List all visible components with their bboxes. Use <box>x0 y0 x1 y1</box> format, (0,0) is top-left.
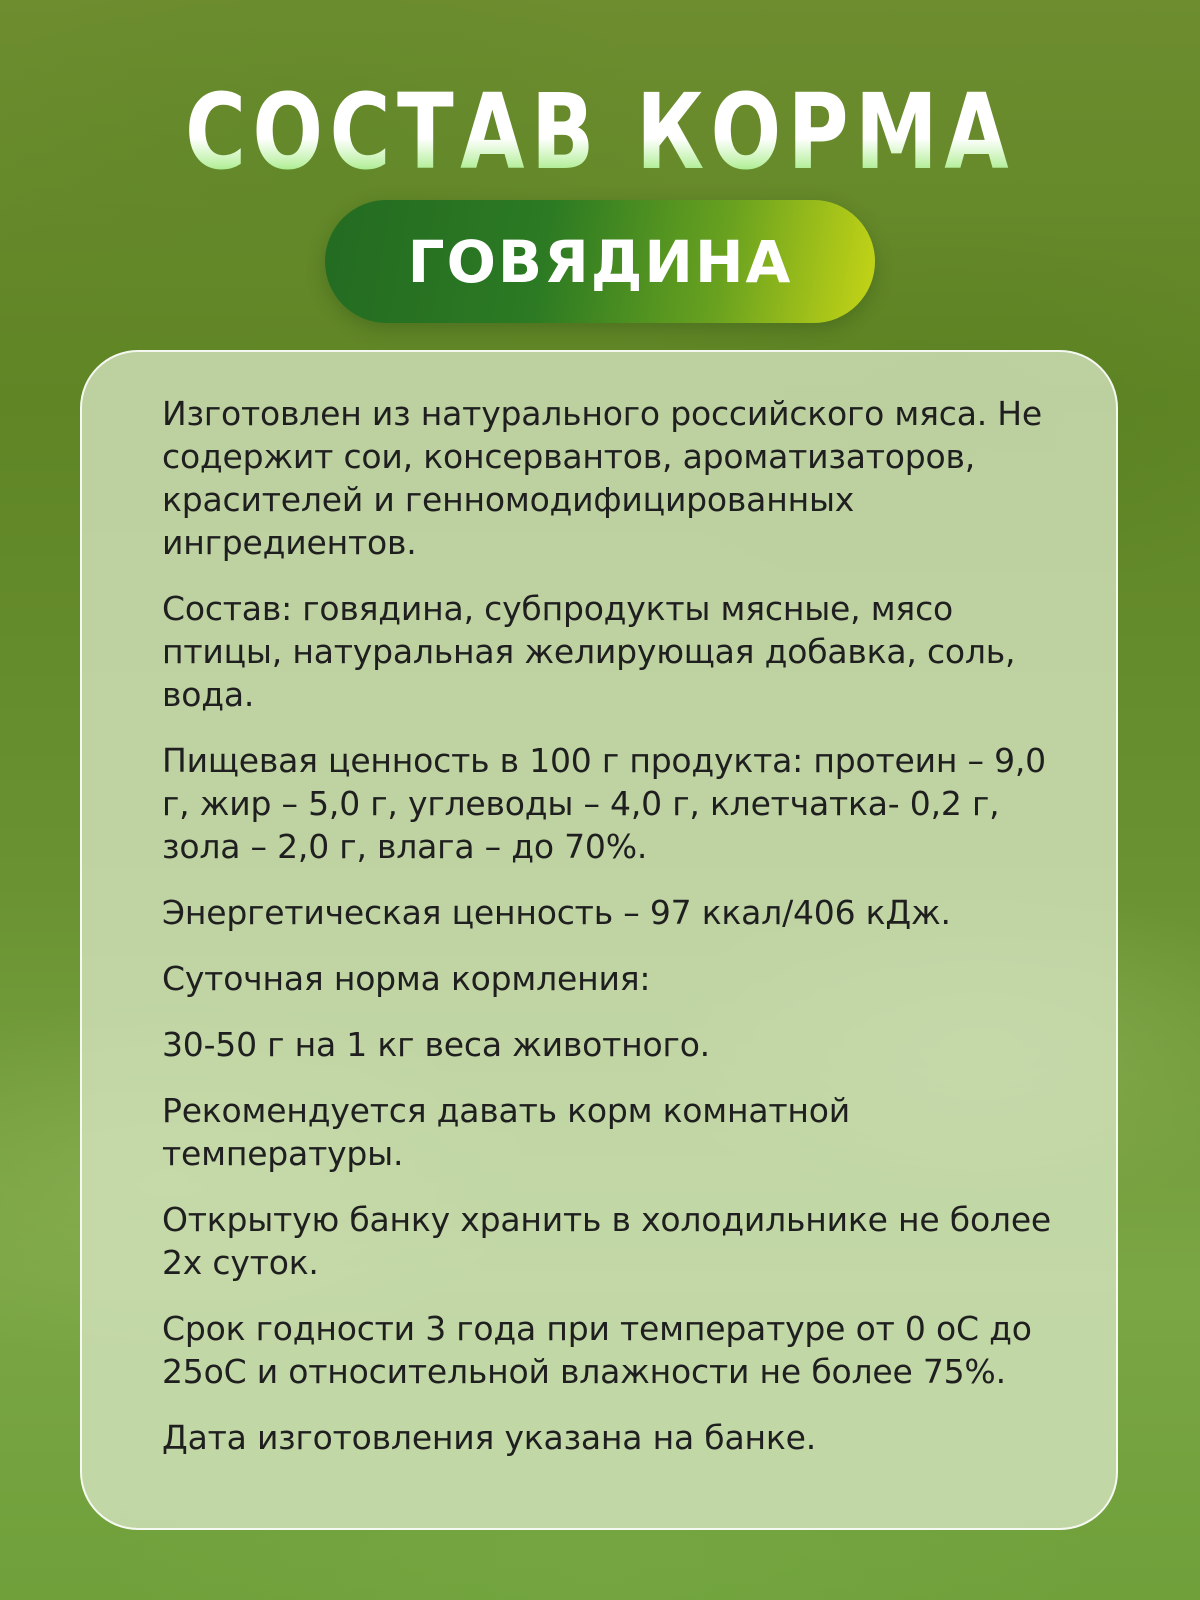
paragraph-daily-norm-heading: Суточная норма кормления: <box>162 959 651 998</box>
paragraph-origin: Изготовлен из натурального российского мяса. Не содержит сои, консервантов, ароматизаторов, красителей и генномодифицированных ингредиентов. <box>162 394 1043 562</box>
paragraph-manufacture-date: Дата изготовления указана на банке. <box>162 1418 816 1457</box>
product-badge <box>325 200 875 323</box>
paragraph-daily-norm: 30-50 г на 1 кг веса животного. <box>162 1025 710 1064</box>
paragraph-storage: Открытую банку хранить в холодильнике не более 2х суток. <box>162 1200 1052 1282</box>
paragraph-serving-temperature: Рекомендуется давать корм комнатной температуры. <box>162 1091 851 1173</box>
paragraph-energy: Энергетическая ценность – 97 ккал/406 кДж. <box>162 893 951 932</box>
product-badge-label: ГОВЯДИНА <box>407 227 793 296</box>
paragraph-shelf-life: Срок годности 3 года при температуре от 0 оС до 25оС и относительной влажности не более 75%. <box>162 1309 1032 1391</box>
page-title-text: СОСТАВ КОРМА <box>184 71 1016 193</box>
paragraph-ingredients: Состав: говядина, субпродукты мясные, мясо птицы, натуральная желирующая добавка, соль, вода. <box>162 589 1016 714</box>
composition-card <box>80 350 1118 1530</box>
page-title <box>120 72 1080 192</box>
paragraph-nutrition: Пищевая ценность в 100 г продукта: протеин – 9,0 г, жир – 5,0 г, углеводы – 4,0 г, клетчатка- 0,2 г, зола – 2,0 г, влага – до 70%. <box>162 741 1046 866</box>
